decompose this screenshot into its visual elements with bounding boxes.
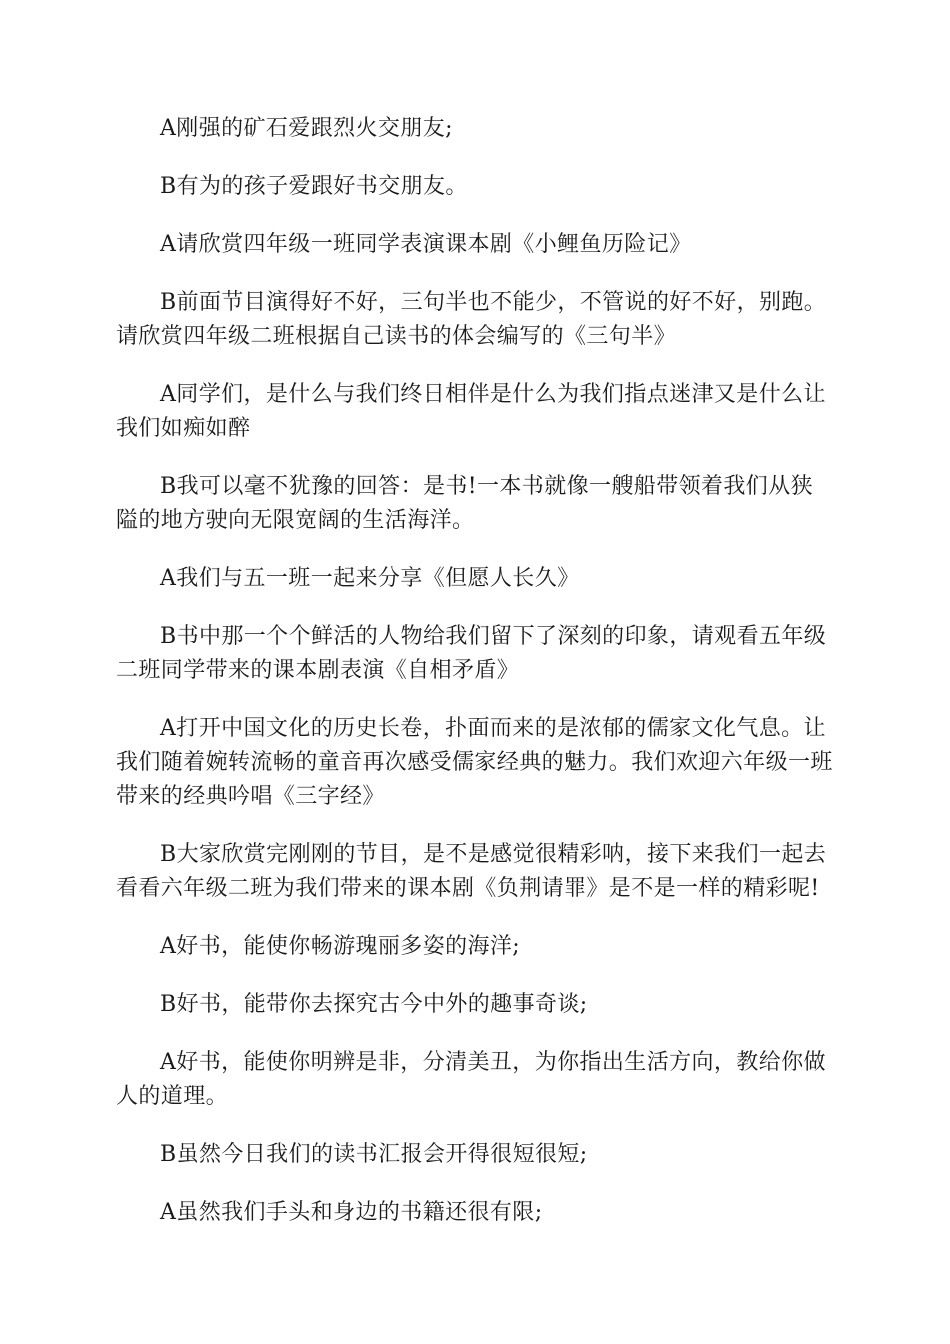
paragraph: A我们与五一班一起来分享《但愿人长久》 <box>160 566 580 591</box>
paragraph: A刚强的矿石爱跟烈火交朋友; <box>160 116 453 141</box>
paragraph: B有为的孩子爱跟好书交朋友。 <box>160 174 468 199</box>
paragraph: A好书，能使你畅游瑰丽多姿的海洋; <box>160 934 521 959</box>
paragraph: B虽然今日我们的读书汇报会开得很短很短; <box>160 1142 588 1167</box>
document-body <box>116 112 834 1254</box>
paragraph: A同学们，是什么与我们终日相伴是什么为我们指点迷津又是什么让我们如痴如醉 <box>116 382 826 441</box>
paragraph: B大家欣赏完刚刚的节目，是不是感觉很精彩呐，接下来我们一起去看看六年级二班为我们带来的课本剧《负荆请罪》是不是一样的精彩呢! <box>116 842 827 901</box>
paragraph: B前面节目演得好不好，三句半也不能少，不管说的好不好，别跑。请欣赏四年级二班根据自己读书的体会编写的《三句半》 <box>116 290 827 349</box>
paragraph: B书中那一个个鲜活的人物给我们留下了深刻的印象，请观看五年级二班同学带来的课本剧表演《自相矛盾》 <box>116 624 827 683</box>
paragraph: A好书，能使你明辨是非，分清美丑，为你指出生活方向，教给你做人的道理。 <box>116 1050 826 1109</box>
paragraph: A虽然我们手头和身边的书籍还很有限; <box>160 1200 543 1225</box>
paragraph: A打开中国文化的历史长卷，扑面而来的是浓郁的儒家文化气息。让我们随着婉转流畅的童音再次感受儒家经典的魅力。我们欢迎六年级一班带来的经典吟唱《三字经》 <box>116 716 833 809</box>
paragraph: B我可以毫不犹豫的回答：是书!一本书就像一艘船带领着我们从狭隘的地方驶向无限宽阔的生活海洋。 <box>116 474 814 533</box>
paragraph: B好书，能带你去探究古今中外的趣事奇谈; <box>160 992 588 1017</box>
paragraph: A请欣赏四年级一班同学表演课本剧《小鲤鱼历险记》 <box>160 232 692 257</box>
